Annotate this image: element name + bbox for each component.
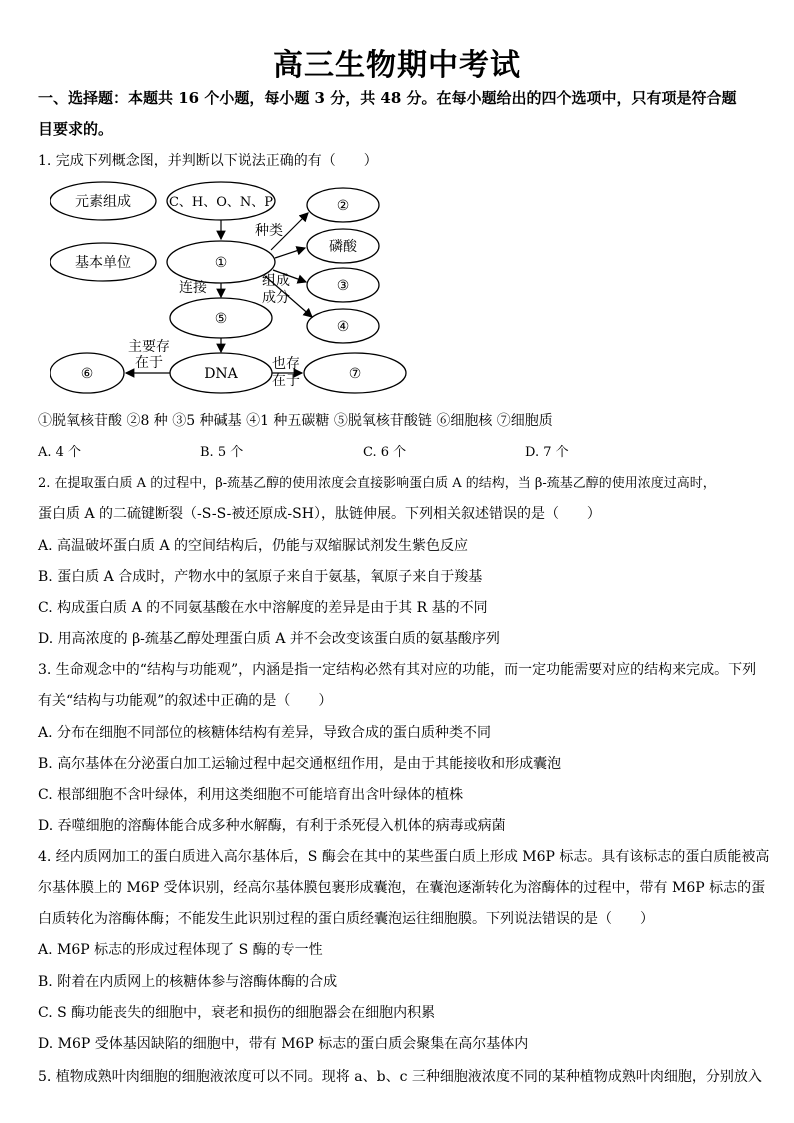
diagram-elements-label: 元素组成 (75, 194, 131, 210)
q4-option-c: C. S 酶功能丧失的细胞中，衰老和损伤的细胞器会在细胞内积累 (38, 1005, 436, 1021)
concept-map-diagram (50, 178, 420, 400)
diagram-dna: DNA (204, 366, 238, 382)
edge-label-connect: 连接 (179, 280, 207, 296)
diagram-elements-value: C、H、O、N、P (168, 195, 274, 210)
diagram-node-5: ⑤ (214, 311, 228, 327)
q1-option-d: D. 7 个 (525, 445, 569, 460)
diagram-node-4: ④ (336, 319, 350, 335)
q4-option-d: D. M6P 受体基因缺陷的细胞中，带有 M6P 标志的蛋白质会聚集在高尔基体内 (38, 1036, 529, 1052)
diagram-phosphoric-acid: 磷酸 (329, 239, 357, 255)
q3-stem-line2: 有关“结构与功能观”的叙述中正确的是（ ） (38, 693, 333, 709)
q2-option-a: A. 高温破坏蛋白质 A 的空间结构后，仍能与双缩脲试剂发生紫色反应 (38, 538, 469, 554)
page-title: 高三生物期中考试 (273, 48, 521, 83)
q3-option-a: A. 分布在细胞不同部位的核糖体结构有差异，导致合成的蛋白质种类不同 (38, 725, 492, 741)
diagram-node-6: ⑥ (80, 366, 94, 382)
q2-option-c: C. 构成蛋白质 A 的不同氨基酸在水中溶解度的差异是由于其 R 基的不同 (38, 600, 488, 616)
q4-option-a: A. M6P 标志的形成过程体现了 S 酶的专一性 (38, 942, 323, 958)
q5-stem-line1: 5. 植物成熟叶肉细胞的细胞液浓度可以不同。现将 a、b、c 三种细胞液浓度不同的某种植物成熟叶肉细胞，分别放入 (38, 1069, 762, 1085)
edge-label-comp-1: 组成 (262, 273, 290, 289)
edge-label-also-1: 也存 (272, 356, 300, 372)
q1-legend: ①脱氧核苷酸 ②8 种 ③5 种碱基 ④1 种五碳糖 ⑤脱氧核苷酸链 ⑥细胞核 ⑦细胞质 (38, 413, 553, 429)
edge-label-comp-2: 成分 (262, 290, 290, 306)
edge-label-kinds: 种类 (255, 223, 283, 239)
edge-label-main-2: 在于 (135, 355, 163, 371)
edge-label-also-2: 在于 (272, 373, 300, 389)
q1-option-a: A. 4 个 (38, 445, 82, 460)
q2-option-b: B. 蛋白质 A 合成时，产物水中的氢原子来自于氨基，氧原子来自于羧基 (38, 569, 483, 585)
diagram-basic-unit-label: 基本单位 (75, 255, 131, 271)
q3-option-d: D. 吞噬细胞的溶酶体能合成多种水解酶，有利于杀死侵入机体的病毒或病菌 (38, 818, 506, 834)
q1-option-c: C. 6 个 (363, 445, 407, 460)
section-heading-line1: 一、选择题：本题共 16 个小题，每小题 3 分，共 48 分。在每小题给出的四个选项中，只有项是符合题 (38, 89, 737, 107)
diagram-node-1: ① (214, 255, 228, 271)
section-heading-line2: 目要求的。 (38, 120, 114, 138)
diagram-node-2: ② (336, 198, 350, 214)
edge-label-main-1: 主要存 (128, 339, 170, 355)
q2-stem-line1: 2. 在提取蛋白质 A 的过程中，β-巯基乙醇的使用浓度会直接影响蛋白质 A 的结构，当 β-巯基乙醇的使用浓度过高时， (38, 476, 716, 491)
q1-option-b: B. 5 个 (200, 445, 244, 460)
q3-option-b: B. 高尔基体在分泌蛋白加工运输过程中起交通枢纽作用，是由于其能接收和形成囊泡 (38, 756, 562, 772)
q1-stem: 1. 完成下列概念图，并判断以下说法正确的有（ ） (38, 153, 378, 169)
diagram-node-3: ③ (336, 278, 350, 294)
q2-option-d: D. 用高浓度的 β-巯基乙醇处理蛋白质 A 并不会改变该蛋白质的氨基酸序列 (38, 631, 500, 647)
q4-option-b: B. 附着在内质网上的核糖体参与溶酶体酶的合成 (38, 974, 338, 990)
q3-option-c: C. 根部细胞不含叶绿体，利用这类细胞不可能培育出含叶绿体的植株 (38, 787, 464, 803)
q4-stem-line2: 尔基体膜上的 M6P 受体识别，经高尔基体膜包裹形成囊泡，在囊泡逐渐转化为溶酶体的过程中，带有 M6P 标志的蛋 (38, 880, 766, 896)
q2-stem-line2: 蛋白质 A 的二硫键断裂（-S-S-被还原成-SH），肽链伸展。下列相关叙述错误的是（ ） (38, 506, 601, 522)
q4-stem-line1: 4. 经内质网加工的蛋白质进入高尔基体后，S 酶会在其中的某些蛋白质上形成 M6P 标志。具有该标志的蛋白质能被高 (38, 849, 770, 865)
q3-stem-line1: 3. 生命观念中的“结构与功能观”，内涵是指一定结构必然有其对应的功能，而一定功能需要对应的结构来完成。下列 (38, 662, 757, 678)
diagram-node-7: ⑦ (348, 366, 362, 382)
q4-stem-line3: 白质转化为溶酶体酶；不能发生此识别过程的蛋白质经囊泡运往细胞膜。下列说法错误的是（ ） (38, 911, 654, 927)
